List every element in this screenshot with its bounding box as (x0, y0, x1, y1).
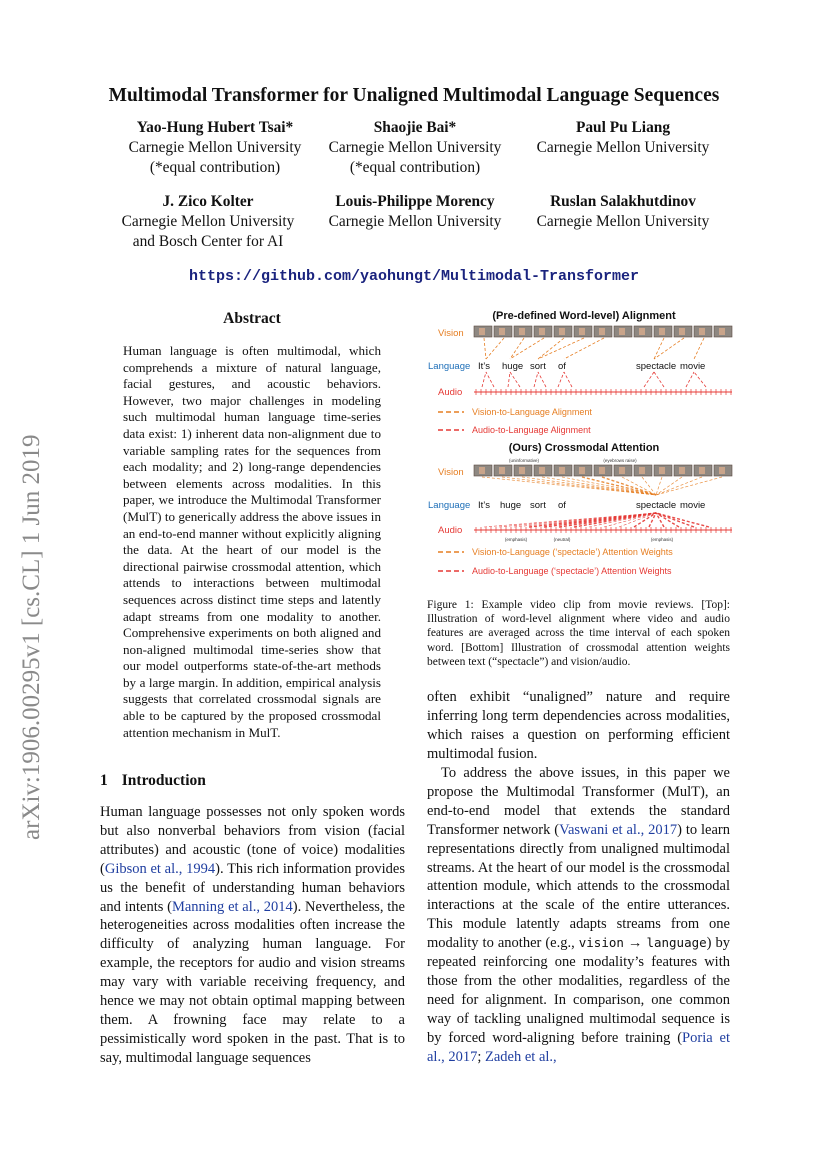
author-5: Louis-Philippe Morency Carnegie Mellon University (328, 193, 502, 230)
row-label-language: Language (428, 361, 471, 372)
vision-frame-face (639, 467, 645, 474)
intro-paragraph-2: To address the above issues, in this paper we propose the Multimodal Transformer (MulT), an end-to-end model that extends the standard Transformer network (Vaswani et al., 2017) to learn representations directly from unaligned multimodal streams. At the heart of our model is the crossmodal attention module, which attends to the crossmodal interactions at the scale of the entire utterances. This module latently adapts streams from one modality to another (e.g., vision → language) by repeated reinforcing one modality’s features with those from the other modalities, regardless of the need for alignment. In comparison, one common way of tackling unaligned multimodal sequence is by forced word-aligning before training (Poria et al., 2017; Zadeh et al., (427, 765, 730, 1065)
author-6: Ruslan Salakhutdinov Carnegie Mellon University (536, 193, 710, 230)
arxiv-stamp (6, 370, 50, 850)
row-label-vision: Vision (438, 467, 464, 478)
vision-frame-face (679, 328, 685, 335)
vision-frame-face (479, 328, 485, 335)
word-top: spectacle (636, 361, 677, 372)
audio-alignment-line (564, 372, 572, 387)
author-3: Paul Pu Liang Carnegie Mellon University (536, 119, 710, 156)
vision-frame-face (559, 467, 565, 474)
word-top: of (558, 361, 566, 372)
word-top: It’s (478, 361, 490, 372)
vision-frame-face (699, 328, 705, 335)
audio-alignment-line (482, 372, 486, 387)
vision-frame-face (719, 467, 725, 474)
author-2: Shaojie Bai* Carnegie Mellon University (*equal contribution) (328, 119, 502, 176)
figure-1 (424, 305, 734, 590)
vision-attention-line (542, 477, 656, 495)
vision-frame-face (479, 467, 485, 474)
figure-top-title: (Pre-defined Word-level) Alignment (492, 310, 676, 322)
figure-bottom-title: (Ours) Crossmodal Attention (508, 442, 660, 454)
vision-frame-face (539, 328, 545, 335)
vision-frame-face (599, 328, 605, 335)
audio-alignment-line (654, 372, 664, 387)
vision-attention-line (582, 477, 656, 495)
author-4: J. Zico Kolter Carnegie Mellon University and Bosch Center for AI (121, 193, 295, 250)
vision-frame-face (499, 467, 505, 474)
word-bottom: It’s (478, 500, 490, 511)
vision-frame-face (599, 467, 605, 474)
vision-frame-face (579, 467, 585, 474)
citation-link[interactable]: Vaswani et al., 2017 (559, 821, 678, 838)
word-top: sort (530, 361, 546, 372)
vision-attention-line (522, 477, 656, 495)
intro-paragraph: Human language possesses not only spoken words but also nonverbal behaviors from vision (facial attributes) and acoustic (tone of voice) modalities (Gibson et al., 1994). This rich information provides us the benefit of understanding human behaviors and intents (Manning et al., 2014). Nevertheless, the heterogeneities across modalities often increase the difficulty of analyzing human language. For example, the receptors for audio and vision streams may vary with variable receiving frequency, and hence we may not obtain optimal mapping between them. A frowning face may relate to a pessimistically word spoken in the past. That is to say, multimodal language sequences (100, 804, 406, 1066)
vision-frame-face (519, 467, 525, 474)
audio-attention-line (656, 513, 709, 527)
vision-frame-face (659, 467, 665, 474)
github-link[interactable]: https://github.com/yaohungt/Multimodal-Transformer (188, 268, 640, 285)
word-bottom: sort (530, 500, 546, 511)
audio-attention-line (529, 513, 656, 527)
vision-alignment-line (538, 338, 584, 359)
vision-frame-face (699, 467, 705, 474)
intro-continuation: often exhibit “unaligned” nature and require inferring long term dependencies across modalities, which raises a question on performing efficient multimodal fusion. (427, 689, 730, 762)
vision-alignment-line (694, 338, 704, 359)
audio-attention-line (656, 513, 679, 527)
vision-frame-face (519, 328, 525, 335)
abstract-heading: Abstract (223, 310, 281, 327)
audio-attention-line (656, 513, 694, 527)
vision-alignment-line (484, 338, 486, 359)
vision-frame-face (539, 467, 545, 474)
row-label-language: Language (428, 500, 471, 511)
word-bottom: of (558, 500, 566, 511)
audio-alignment-line (510, 372, 520, 387)
vision-alignment-line (564, 338, 604, 359)
citation-link[interactable]: Zadeh et al., (485, 1048, 557, 1065)
vision-frame-face (639, 328, 645, 335)
word-bottom: movie (680, 500, 706, 511)
vision-frame-face (679, 467, 685, 474)
audio-alignment-line (644, 372, 654, 387)
vision-alignment-line (510, 338, 524, 359)
author-1: Yao-Hung Hubert Tsai* Carnegie Mellon University (*equal contribution) (128, 119, 302, 176)
vision-frame-face (499, 328, 505, 335)
vision-frame-face (559, 328, 565, 335)
audio-alignment-line (534, 372, 538, 387)
vision-frame-face (659, 328, 665, 335)
audio-tag: (neutral) (553, 537, 571, 542)
vision-attention-line (642, 477, 656, 495)
vision-frame-face (719, 328, 725, 335)
word-bottom: spectacle (636, 500, 677, 511)
vision-alignment-line (510, 338, 544, 359)
legend-audio-attention: Audio-to-Language (‘spectacle’) Attention Weights (472, 566, 672, 576)
vision-attention-line (656, 477, 722, 495)
citation-link[interactable]: Poria et al., 2017 (427, 1029, 730, 1065)
legend-vision-alignment: Vision-to-Language Alignment (472, 407, 592, 417)
vision-frame-face (619, 467, 625, 474)
section-heading: 1 Introduction (100, 772, 206, 789)
audio-tag: (emphasis) (504, 537, 528, 542)
audio-alignment-line (694, 372, 706, 387)
legend-audio-alignment: Audio-to-Language Alignment (472, 425, 591, 435)
audio-alignment-line (508, 372, 510, 387)
audio-attention-line (499, 513, 656, 527)
audio-alignment-line (486, 372, 494, 387)
audio-alignment-line (686, 372, 694, 387)
figure-caption: Figure 1: Example video clip from movie reviews. [Top]: Illustration of word-level alignment where video and audio features are averaged across the time interval of each spoken word. [Bottom] Illustration of crossmodal attention weights between text (“spectacle”) and vision/audio. (427, 599, 730, 668)
vision-attention-line (482, 477, 656, 495)
vision-attention-line (502, 477, 656, 495)
paper-title: Multimodal Transformer for Unaligned Multimodal Language Sequences (108, 85, 720, 106)
vision-frame-face (579, 328, 585, 335)
citation-link[interactable]: Manning et al., 2014 (171, 898, 293, 915)
row-label-audio: Audio (438, 525, 463, 536)
svg-text:arXiv:1906.00295v1 [cs.CL] 1: arXiv:1906.00295v1 [cs.CL] 1 Jun 2019 (18, 434, 45, 840)
vision-attention-line (656, 477, 662, 495)
row-label-vision: Vision (438, 328, 464, 339)
audio-alignment-line (538, 372, 546, 387)
vision-frame-face (619, 328, 625, 335)
audio-tag: (emphasis) (650, 537, 674, 542)
audio-attention-line (559, 513, 656, 527)
citation-link[interactable]: Gibson et al., 1994 (104, 860, 216, 877)
word-bottom: huge (500, 500, 522, 511)
legend-vision-attention: Vision-to-Language (‘spectacle’) Attention Weights (472, 547, 673, 557)
vision-tag: (uninformative) (508, 458, 540, 463)
abstract-text: Human language is often multimodal, which comprehends a mixture of natural language, facial gestures, and acoustic behaviors. However, two major challenges in modeling such multimodal human language time-series data exist: 1) inherent data non-alignment due to variable sampling rates for the sequences from each modality; and 2) long-range dependencies between elements across modalities. In this paper, we introduce the Multimodal Transformer (MulT) to generically address the above issues in an end-to-end manner without explicitly aligning the data. At the heart of our model is the directional pairwise crossmodal attention, which attends to interactions between multimodal sequences across distinct time steps and latently adapt streams from one modality to another. Comprehensive experiments on both aligned and non-aligned multimodal time-series show that our model outperforms state-of-the-art methods by a large margin. In addition, empirical analysis suggests that correlated crossmodal signals are able to be captured by the proposed crossmodal attention mechanism in MulT. (123, 343, 381, 740)
vision-alignment-line (486, 338, 504, 359)
word-top: huge (502, 361, 524, 372)
vision-attention-line (656, 477, 702, 495)
word-top: movie (680, 361, 706, 372)
vision-alignment-line (654, 338, 684, 359)
vision-tag: (eyebrows raise) (603, 458, 637, 463)
row-label-audio: Audio (438, 387, 463, 398)
audio-alignment-line (558, 372, 564, 387)
